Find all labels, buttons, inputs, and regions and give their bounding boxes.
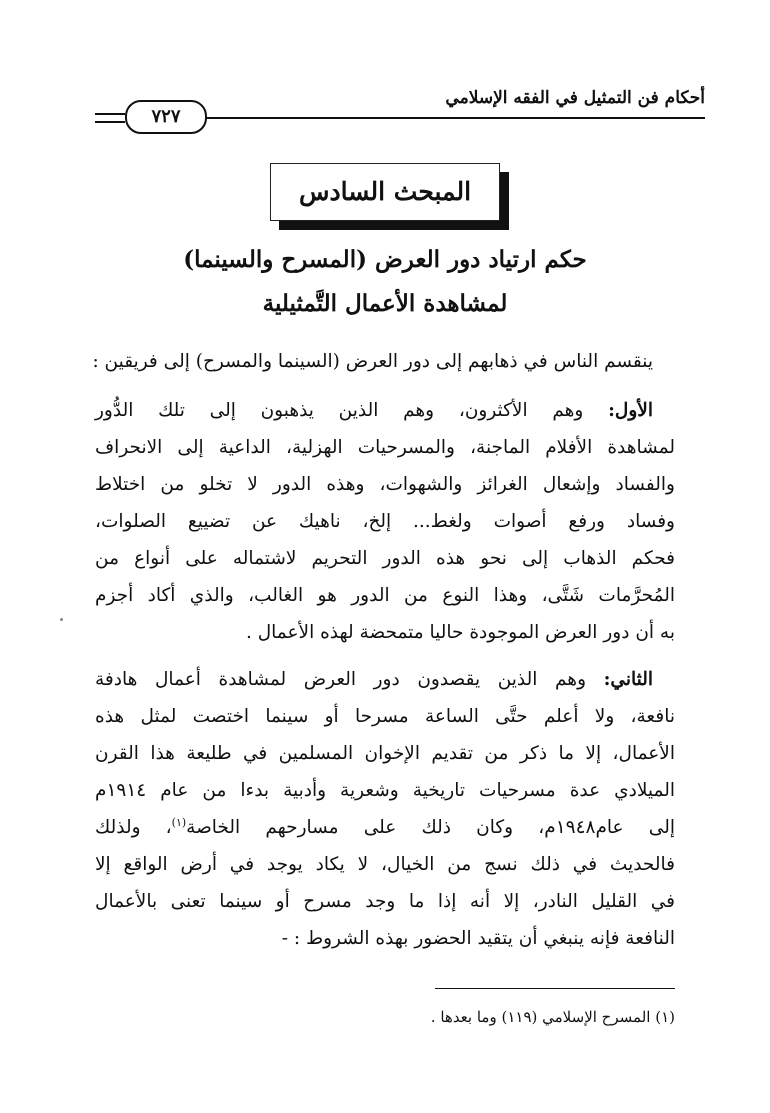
paragraph-line (95, 809, 675, 846)
paragraph-line: والفساد وإشعال الغرائز والشهوات، وهذه الدور لا تخلو من اختلاط (95, 474, 675, 495)
second-group-paragraph (95, 661, 675, 957)
paragraph-line (95, 661, 675, 698)
running-title: أحكام فن التمثيل في الفقه الإسلامي (445, 88, 705, 108)
paragraph-line-text: ، ولذلك (95, 817, 172, 838)
intro-paragraph (92, 343, 675, 380)
chapter-title-line-2: لمشاهدة الأعمال التَّمثيلية (262, 290, 508, 317)
paragraph-line: الأعمال، إلا ما ذكر من تقديم الإخوان المسلمين في طليعة هذا القرن (95, 743, 675, 764)
chapter-title-line-1: حكم ارتياد دور العرض (المسرح والسينما) (183, 246, 587, 273)
first-group-paragraph (95, 392, 675, 651)
footnote-text: المسرح الإسلامي (١١٩) وما بعدها . (430, 1008, 651, 1026)
paragraph-line-text: وهم الأكثرون، وهم الذين يذهبون إلى تلك الدُّور (95, 400, 609, 421)
intro-line: ينقسم الناس في ذهابهم إلى دور العرض (السينما والمسرح) إلى فريقين : (92, 351, 653, 372)
header-double-rule (95, 113, 125, 123)
footnote-reference[interactable]: (١) (171, 815, 187, 829)
paragraph-line-text: إلى عام١٩٤٨م، وكان ذلك على مسارحهم الخاصة (186, 817, 675, 838)
paragraph-line: لمشاهدة الأفلام الماجنة، والمسرحيات الهزلية، الداعية إلى الانحراف (95, 437, 675, 458)
paragraph-line-text: وهم الذين يقصدون دور العرض لمشاهدة أعمال هادفة (95, 669, 604, 690)
paragraph-line: به أن دور العرض الموجودة حاليا متمحضة لهذه الأعمال . (245, 622, 675, 643)
paragraph-line: فالحديث في ذلك نسج من الخيال، لا يكاد يوجد في أرض الواقع إلا (95, 854, 675, 875)
paragraph-line: نافعة، ولا أعلم حتَّى الساعة مسرحا أو سينما اختصت لمثل هذه (95, 706, 675, 727)
footnote (95, 1008, 675, 1026)
paragraph-line: وفساد ورفع أصوات ولغط... إلخ، ناهيك عن تضييع الصلوات، (95, 511, 675, 532)
first-group-lead: الأول: (608, 400, 653, 421)
paragraph-line: في القليل النادر، إلا أنه إذا ما وجد مسرح أو سينما تعنى بالأعمال (95, 891, 675, 912)
paragraph-line: الميلادي عدة مسرحيات تاريخية وشعرية وأدبية بدءا من عام ١٩١٤م (95, 780, 675, 801)
paragraph-line: فحكم الذهاب إلى نحو هذه الدور التحريم لاشتماله على أنواع من (95, 548, 675, 569)
paragraph-line: المُحرَّمات شَتَّى، وهذا النوع من الدور هو الغالب، والذي أكاد أجزم (95, 585, 675, 606)
scan-speck (60, 618, 63, 621)
section-heading: المبحث السادس (270, 163, 500, 221)
header-rule (205, 117, 705, 119)
footnote-divider (435, 988, 675, 989)
page-number: ٧٢٧ (125, 100, 207, 134)
page-header (95, 80, 705, 127)
footnote-number: (١) (655, 1008, 675, 1026)
paragraph-line: النافعة فإنه ينبغي أن يتقيد الحضور بهذه الشروط : - (281, 928, 675, 949)
paragraph-line (95, 392, 675, 429)
second-group-lead: الثاني: (603, 669, 653, 690)
